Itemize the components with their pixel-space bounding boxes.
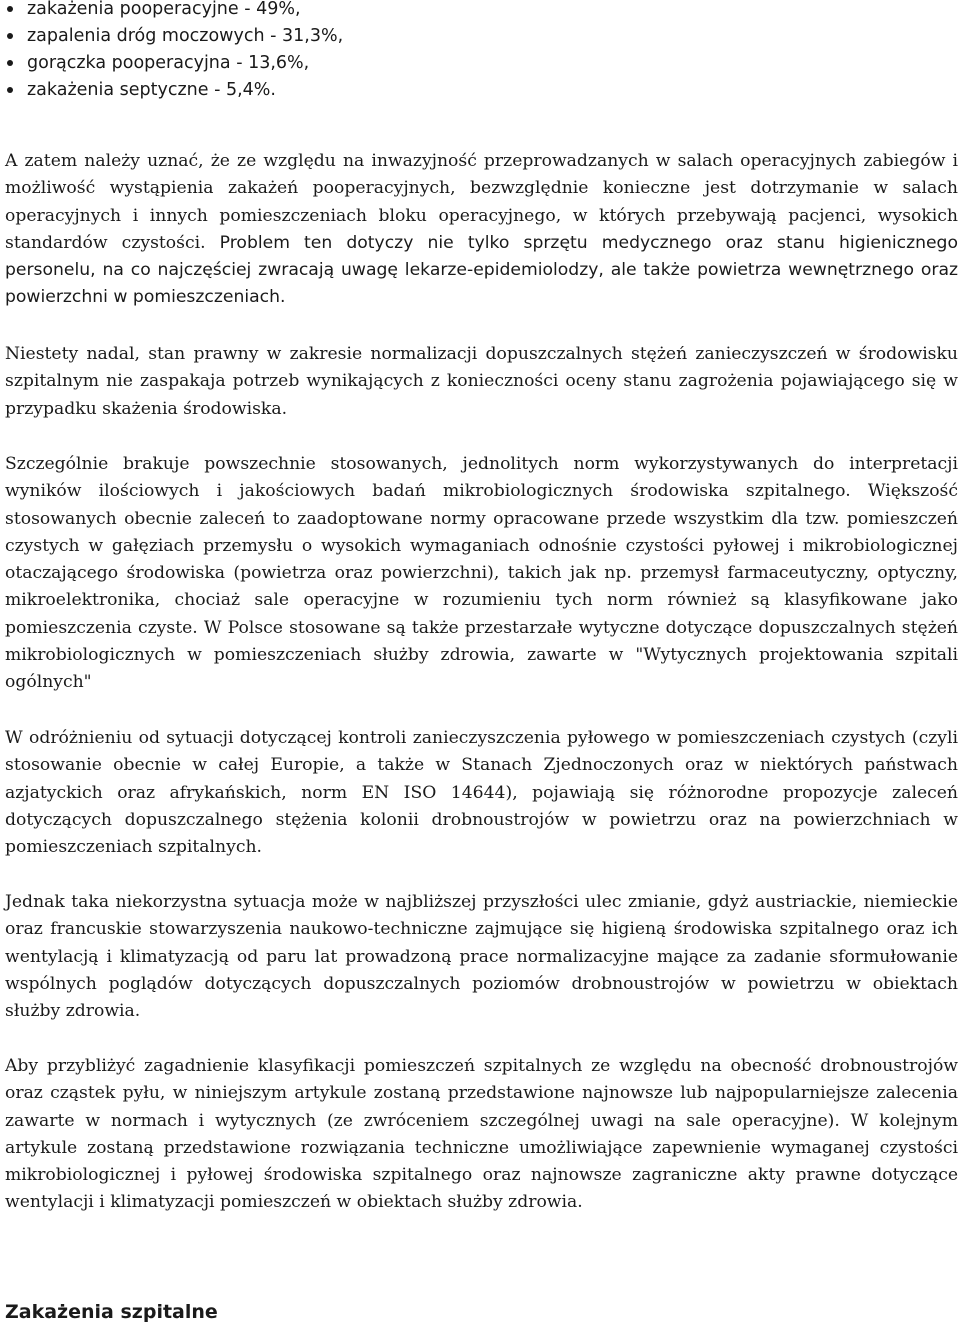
paragraph-legal-status xyxy=(5,341,958,423)
list-item: zapalenia dróg moczowych - 31,3%, xyxy=(21,23,960,50)
paragraph-text: Niestety nadal, stan prawny w zakresie normalizacji dopuszczalnych stężeń zanieczyszczeń w środowisku szpitalnym nie zaspakaja potrzeb wynikających z konieczności oceny stanu zagrożenia pojawiającego się w przypadku skażenia środowiska. xyxy=(5,344,958,419)
document-page xyxy=(5,0,960,1323)
paragraph-missing-norms xyxy=(5,451,958,697)
paragraph-text: W odróżnieniu od sytuacji dotyczącej kontroli zanieczyszczenia pyłowego w pomieszczeniach czystych (czyli stosowanie obecnie w całej Europie, a także w Stanach Zjednoczonych oraz w niektórych państwach azjatyckich oraz afrykańskich, norm EN ISO 14644), pojawiają się różnorodne propozycje zaleceń dotyczących dopuszczalnego stężenia kolonii drobnoustrojów w powietrzu oraz na powierzchniach w pomieszczeniach szpitalnych. xyxy=(5,728,958,858)
list-item: zakażenia septyczne - 5,4%. xyxy=(21,77,960,104)
paragraph-dust-control xyxy=(5,725,958,861)
paragraph-cleanliness-standards xyxy=(5,148,958,312)
paragraph-text: Aby przybliżyć zagadnienie klasyfikacji pomieszczeń szpitalnych ze względu na obecność drobnoustrojów oraz cząstek pyłu, w niniejszym artykule zostaną przedstawione najnowsze lub najpopularniejsze zalecenia zawarte w normach i wytycznych (ze zwróceniem szczególnej uwagi na sale operacyjne). W kolejnym artykule zostaną przedstawione rozwiązania techniczne umożliwiające zapewnienie wymaganej czystości mikrobiologicznej i pyłowej środowiska szpitalnego oraz najnowsze zagraniczne akty prawne dotyczące wentylacji i klimatyzacji pomieszczeń w obiektach służby zdrowia. xyxy=(5,1056,958,1213)
list-item: gorączka pooperacyjna - 13,6%, xyxy=(21,50,960,77)
paragraph-text: A zatem należy uznać, że ze względu na inwazyjność przeprowadzanych w salach operacyjnych zabiegów i możliwość wystąpienia zakażeń pooperacyjnych, bezwzględnie konieczne jest dotrzymanie w salach operacyjnych i innych pomieszczeniach bloku operacyjnego, w których przebywają pacjenci, wysokich standardów czystości. xyxy=(5,151,958,253)
paragraph-article-scope xyxy=(5,1053,958,1217)
section-heading: Zakażenia szpitalne xyxy=(5,1301,218,1323)
paragraph-text: Jednak taka niekorzystna sytuacja może w najbliższej przyszłości ulec zmianie, gdyż austriackie, niemieckie oraz francuskie stowarzyszenia naukowo-techniczne zajmujące się higieną środowiska szpitalnego oraz ich wentylacją i klimatyzacją od paru lat prowadzoną prace normalizacyjne mające za zadanie sformułowanie wspólnych poglądów dotyczących dopuszczalnych poziomów drobnoustrojów w powietrzu w obiektach służby zdrowia. xyxy=(5,892,958,1022)
list-item: zakażenia pooperacyjne - 49%, xyxy=(21,0,960,23)
paragraph-text: Problem ten dotyczy nie tylko sprzętu medycznego oraz stanu higienicznego personelu, na co najczęściej zwracają uwagę lekarze-epidemiolodzy, ale także powietrza wewnętrznego oraz powierzchni w pomieszczeniach. xyxy=(5,232,958,308)
paragraph-future-changes xyxy=(5,889,958,1025)
infection-stats-list xyxy=(5,0,960,104)
paragraph-text: Szczególnie brakuje powszechnie stosowanych, jednolitych norm wykorzystywanych do interpretacji wyników ilościowych i jakościowych badań mikrobiologicznych środowiska szpitalnego. Większość stosowanych obecnie zaleceń to zaadoptowane normy opracowane przede wszystkim dla tzw. pomieszczeń czystych w gałęziach przemysłu o wysokich wymaganiach odnośnie czystości pyłowej i mikrobiologicznej otaczającego środowiska (powietrza oraz powierzchni), takich jak np. przemysł farmaceutyczny, optyczny, mikroelektronika, chociaż sale operacyjne w rozumieniu tych norm również są klasyfikowane jako pomieszczenia czyste. W Polsce stosowane są także przestarzałe wytyczne dotyczące dopuszczalnych stężeń mikrobiologicznych w pomieszczeniach służby zdrowia, zawarte w "Wytycznych projektowania szpitali ogólnych" xyxy=(5,454,958,693)
